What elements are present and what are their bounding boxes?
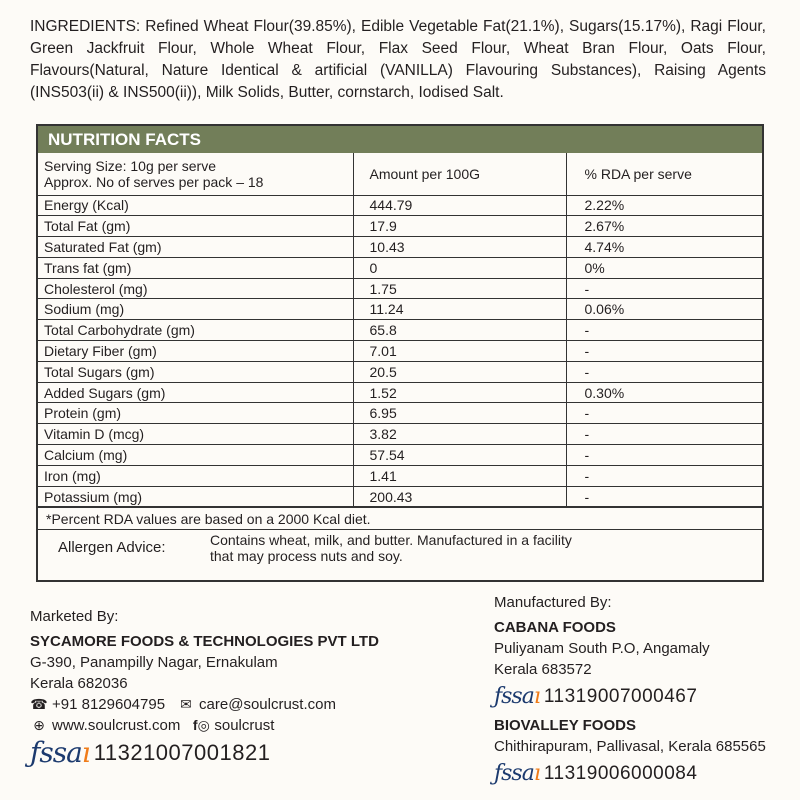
nutrient-name: Calcium (mg) — [38, 445, 353, 466]
nutrient-name: Dietary Fiber (gm) — [38, 341, 353, 362]
marketer-name: SYCAMORE FOODS & TECHNOLOGIES PVT LTD — [30, 633, 379, 650]
nutrition-row — [38, 195, 762, 216]
marketer-web — [30, 715, 379, 736]
nutrient-name: Energy (Kcal) — [38, 195, 353, 216]
nutrition-row — [38, 465, 762, 486]
amount-header: Amount per 100G — [353, 153, 566, 195]
ingredients-text: INGREDIENTS: Refined Wheat Flour(39.85%), Edible Vegetable Fat(21.1%), Sugars(15.17%), Ragi Flour, Green Jackfruit Flour, Whole Wheat Flour, Flax Seed Flour, Wheat Bran Flour, Oats Flour, Flavours(Natural, Nature Identical & artificial (VANILLA) Flavouring Substances), Raising Agents (INS503(ii) & INS500(ii)), Milk Solids, Butter, cornstarch, Iodised Salt. — [30, 18, 766, 101]
allergen-line-2: that may process nuts and soy. — [210, 547, 403, 564]
nutrition-row — [38, 361, 762, 382]
nutrient-rda: 0.30% — [566, 382, 762, 403]
nutrient-name: Added Sugars (gm) — [38, 382, 353, 403]
nutrient-rda: - — [566, 465, 762, 486]
phone-icon: ☎ — [30, 696, 48, 712]
nutrient-rda: - — [566, 320, 762, 341]
nutrient-rda: - — [566, 486, 762, 507]
nutrient-rda: - — [566, 361, 762, 382]
nutrient-amount: 65.8 — [353, 320, 566, 341]
manufacturer-1-fssai — [494, 686, 766, 707]
marketer-website: www.soulcrust.com — [52, 717, 181, 734]
nutrition-row — [38, 299, 762, 320]
nutrient-amount: 11.24 — [353, 299, 566, 320]
nutrient-name: Total Sugars (gm) — [38, 361, 353, 382]
nutrient-rda: 0% — [566, 257, 762, 278]
social-icons: f◎ — [192, 717, 210, 733]
nutrient-rda: - — [566, 403, 762, 424]
fssai-logo-icon: ƒssaı — [494, 761, 540, 786]
nutrition-facts-panel — [36, 124, 764, 582]
nutrient-amount: 7.01 — [353, 341, 566, 362]
nutrition-facts-title: NUTRITION FACTS — [38, 126, 762, 153]
nutrition-row — [38, 278, 762, 299]
nutrient-amount: 444.79 — [353, 195, 566, 216]
manufacturer-2-address: Chithirapuram, Pallivasal, Kerala 685565 — [494, 738, 766, 755]
nutrient-amount: 0 — [353, 257, 566, 278]
nutrient-name: Cholesterol (mg) — [38, 278, 353, 299]
nutrient-amount: 10.43 — [353, 237, 566, 258]
nutrient-rda: 4.74% — [566, 237, 762, 258]
nutrient-rda: 0.06% — [566, 299, 762, 320]
serving-size: Serving Size: 10g per serve — [44, 157, 216, 174]
allergen-line-1: Contains wheat, milk, and butter. Manufactured in a facility — [210, 531, 572, 548]
nutrition-table — [38, 153, 762, 507]
marketer-social: soulcrust — [214, 717, 275, 734]
nutrient-name: Trans fat (gm) — [38, 257, 353, 278]
marketer-email: care@soulcrust.com — [199, 696, 336, 713]
serves-per-pack: Approx. No of serves per pack – 18 — [44, 173, 264, 190]
nutrient-rda: 2.67% — [566, 216, 762, 237]
nutrition-row — [38, 403, 762, 424]
nutrient-amount: 20.5 — [353, 361, 566, 382]
nutrient-rda: - — [566, 278, 762, 299]
allergen-advice — [38, 529, 762, 565]
nutrition-row — [38, 486, 762, 507]
marketer-phone: +91 8129604795 — [52, 696, 166, 713]
nutrient-amount: 57.54 — [353, 445, 566, 466]
nutrition-rows — [38, 195, 762, 507]
nutrient-rda: 2.22% — [566, 195, 762, 216]
marketed-by-block — [30, 606, 379, 769]
nutrient-amount: 6.95 — [353, 403, 566, 424]
allergen-label: Allergen Advice: — [58, 539, 166, 557]
manufactured-by-block — [494, 592, 766, 784]
nutrient-name: Protein (gm) — [38, 403, 353, 424]
nutrient-name: Total Fat (gm) — [38, 216, 353, 237]
nutrition-row — [38, 424, 762, 445]
nutrition-row — [38, 382, 762, 403]
nutrient-name: Potassium (mg) — [38, 486, 353, 507]
nutrition-row — [38, 257, 762, 278]
nutrition-row — [38, 237, 762, 258]
manufacturer-2-fssai-number: 11319006000084 — [543, 763, 698, 784]
nutrient-rda: - — [566, 341, 762, 362]
manufacturer-1-fssai-number: 11319007000467 — [543, 686, 698, 707]
manufacturer-2-name: BIOVALLEY FOODS — [494, 717, 636, 734]
manufactured-heading: Manufactured By: — [494, 594, 612, 611]
nutrition-row — [38, 341, 762, 362]
nutrient-name: Vitamin D (mcg) — [38, 424, 353, 445]
nutrient-amount: 200.43 — [353, 486, 566, 507]
manufacturer-1-address-1: Puliyanam South P.O, Angamaly — [494, 640, 710, 657]
marketer-address-2: Kerala 682036 — [30, 675, 128, 692]
globe-icon: ⊕ — [33, 717, 45, 733]
manufacturer-1-address-2: Kerala 683572 — [494, 661, 592, 678]
nutrient-amount: 3.82 — [353, 424, 566, 445]
rda-footnote: *Percent RDA values are based on a 2000 Kcal diet. — [38, 507, 762, 529]
serving-info-cell — [38, 153, 353, 195]
nutrient-amount: 1.52 — [353, 382, 566, 403]
nutrient-amount: 1.75 — [353, 278, 566, 299]
marketer-fssai-number: 11321007001821 — [93, 740, 271, 765]
nutrient-name: Iron (mg) — [38, 465, 353, 486]
fssai-logo-icon: ƒssaı — [494, 684, 540, 709]
nutrition-row — [38, 320, 762, 341]
marketer-fssai — [30, 736, 379, 769]
marketer-address-1: G-390, Panampilly Nagar, Ernakulam — [30, 654, 278, 671]
nutrition-row — [38, 216, 762, 237]
nutrient-rda: - — [566, 424, 762, 445]
nutrient-name: Saturated Fat (gm) — [38, 237, 353, 258]
marketer-contact — [30, 694, 379, 715]
rda-header: % RDA per serve — [566, 153, 762, 195]
marketed-heading: Marketed By: — [30, 608, 119, 625]
nutrition-table-header — [38, 153, 762, 195]
nutrient-name: Sodium (mg) — [38, 299, 353, 320]
nutrient-name: Total Carbohydrate (gm) — [38, 320, 353, 341]
nutrient-amount: 1.41 — [353, 465, 566, 486]
fssai-logo-icon: ƒssaı — [30, 736, 90, 769]
nutrient-amount: 17.9 — [353, 216, 566, 237]
nutrition-row — [38, 445, 762, 466]
mail-icon: ✉ — [180, 696, 192, 712]
manufacturer-1-name: CABANA FOODS — [494, 619, 616, 636]
nutrient-rda: - — [566, 445, 762, 466]
manufacturer-2-fssai — [494, 763, 766, 784]
allergen-text — [210, 532, 572, 564]
